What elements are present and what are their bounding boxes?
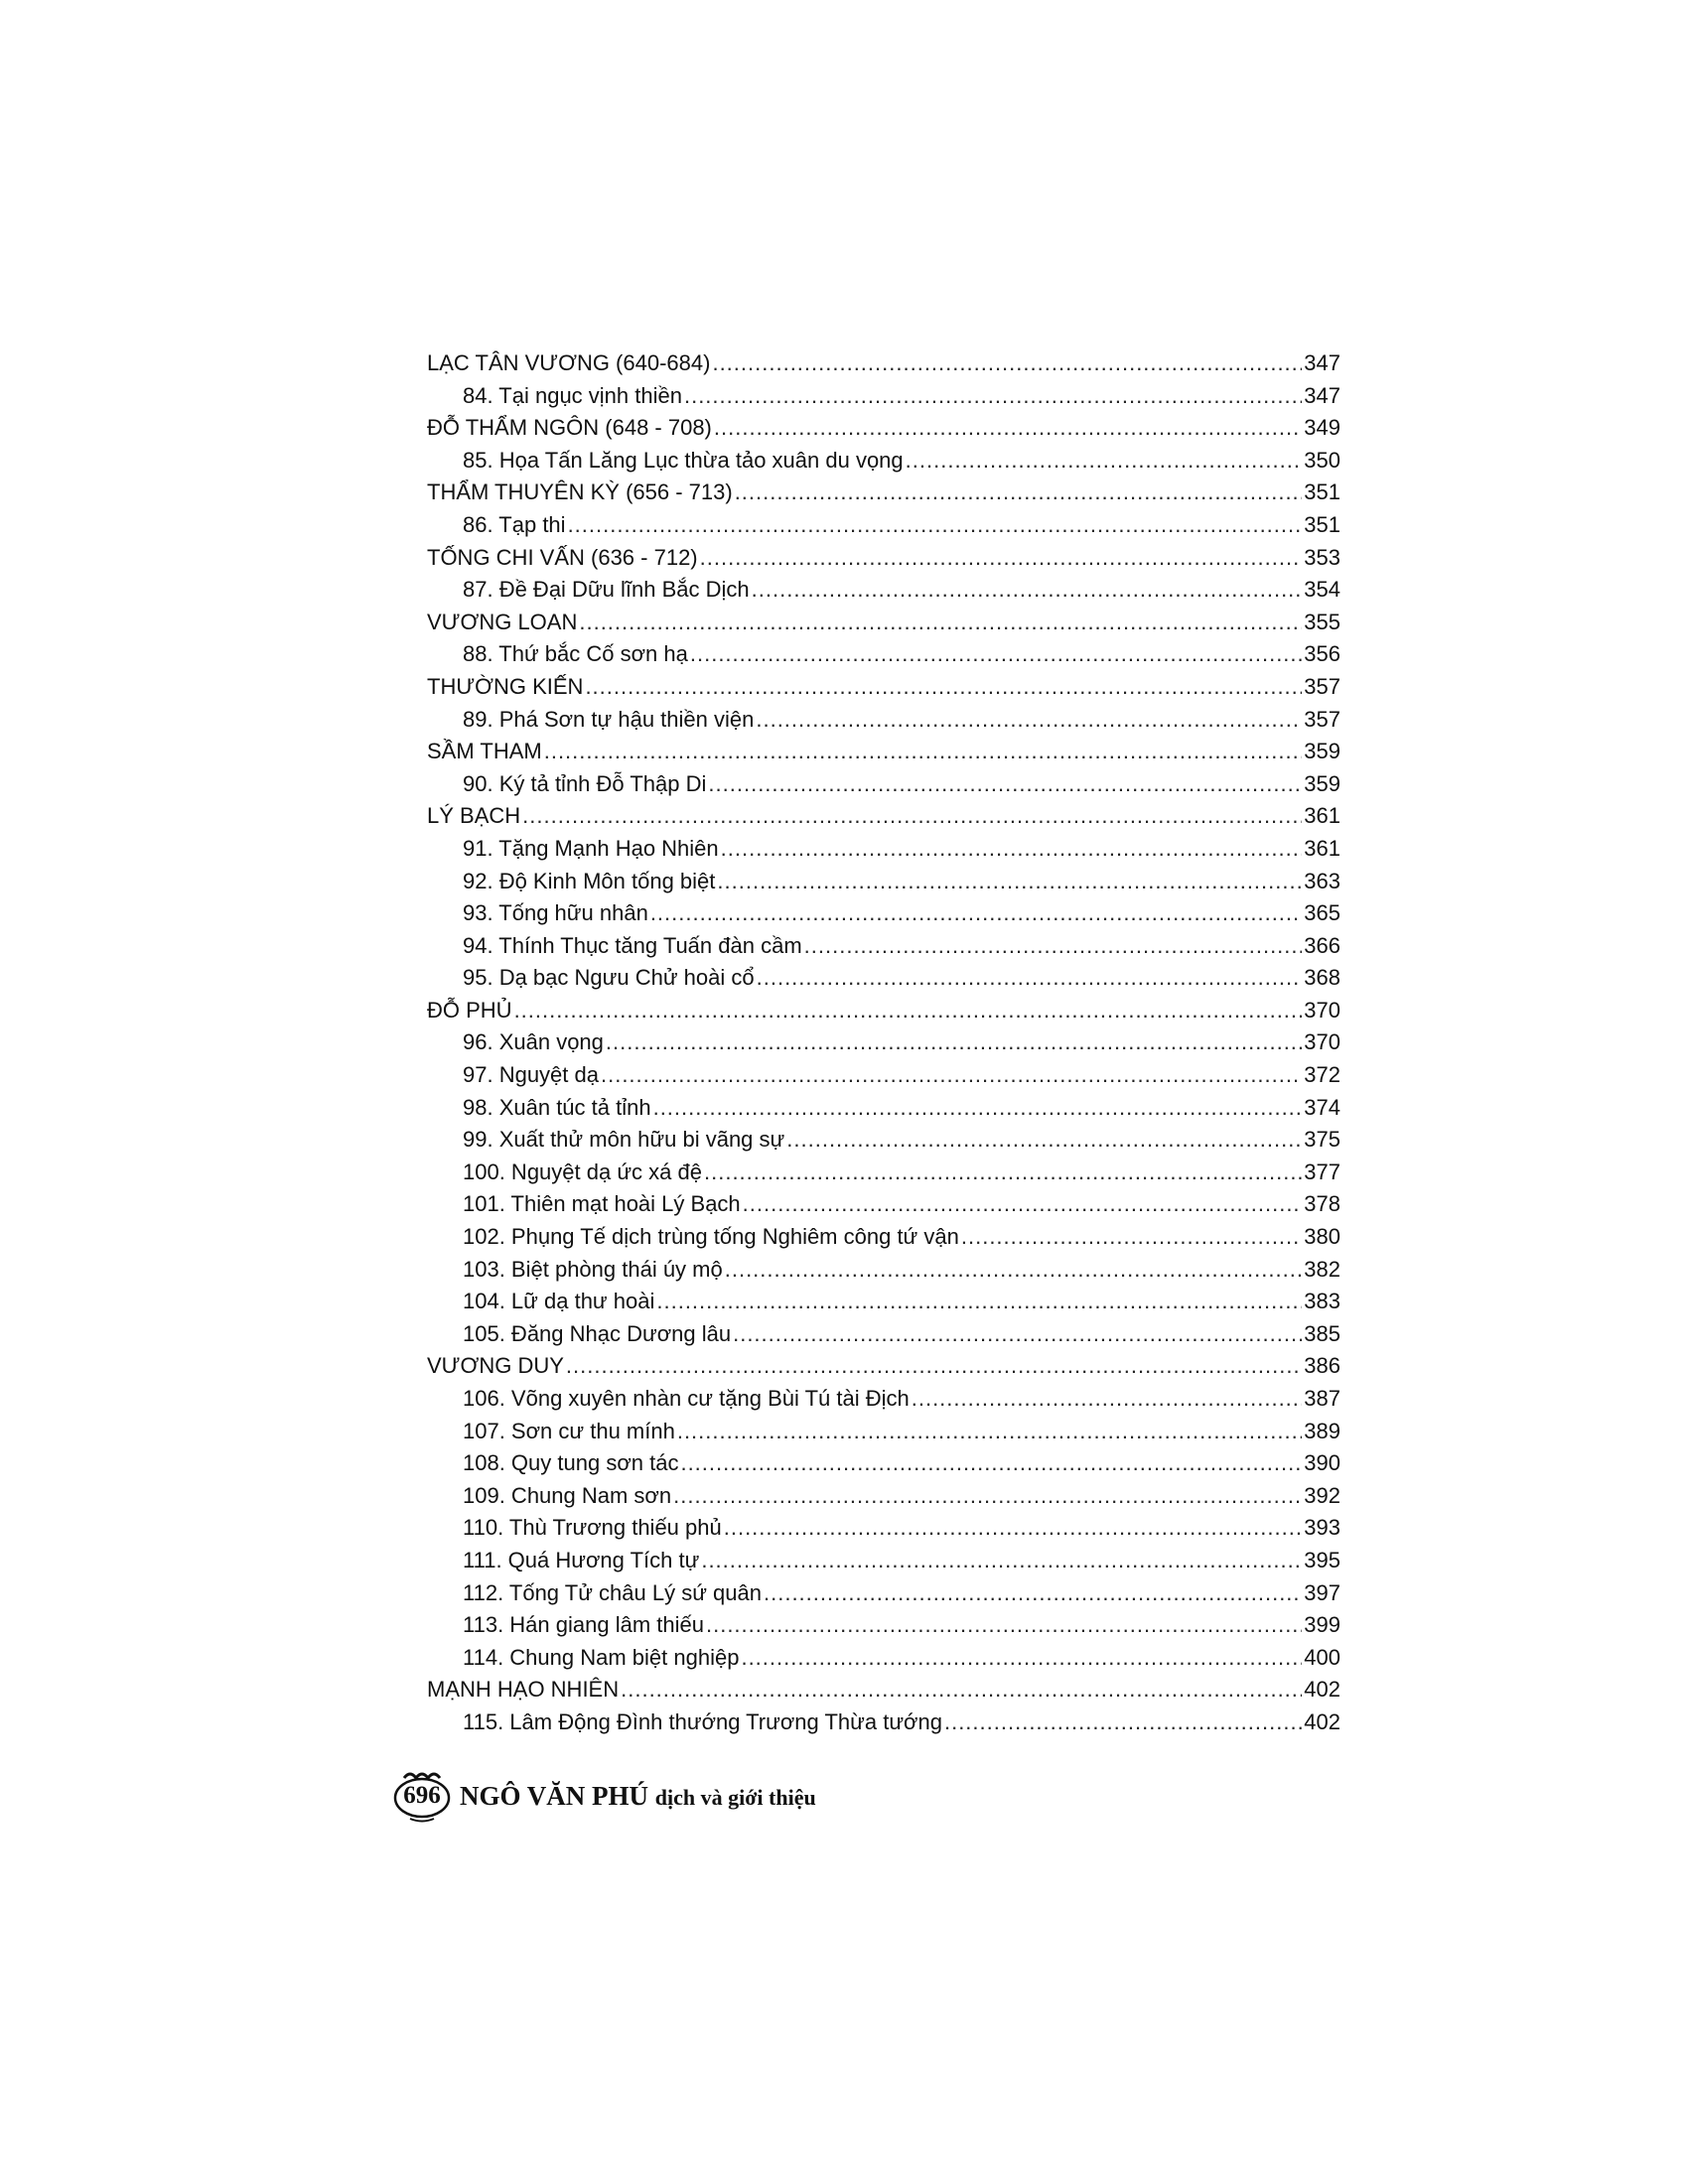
toc-author-entry — [427, 477, 1340, 509]
toc-dot-leader — [601, 1059, 1302, 1092]
toc-entry-page: 370 — [1304, 997, 1340, 1023]
toc-dot-leader — [690, 638, 1302, 671]
toc-entry-page: 397 — [1304, 1579, 1340, 1605]
toc-poem-entry — [427, 1059, 1340, 1092]
toc-author-entry — [427, 412, 1340, 445]
toc-entry-page: 389 — [1304, 1418, 1340, 1443]
toc-poem-entry — [427, 866, 1340, 898]
page-footer — [390, 1769, 816, 1823]
toc-dot-leader — [704, 1157, 1302, 1189]
toc-author-entry — [427, 800, 1340, 833]
toc-dot-leader — [756, 704, 1302, 737]
toc-entry-title: 104. Lữ dạ thư hoài — [463, 1289, 655, 1314]
toc-entry-page: 383 — [1304, 1289, 1340, 1314]
toc-poem-entry — [427, 1092, 1340, 1125]
toc-poem-entry — [427, 509, 1340, 542]
toc-dot-leader — [653, 1092, 1303, 1125]
toc-dot-leader — [733, 1318, 1302, 1351]
toc-dot-leader — [786, 1124, 1302, 1157]
toc-entry-title: ĐỖ PHỦ — [427, 997, 512, 1023]
toc-entry-page: 368 — [1304, 965, 1340, 991]
toc-entry-title: 107. Sơn cư thu mính — [463, 1418, 675, 1443]
toc-entry-title: 90. Ký tả tỉnh Đỗ Thập Di — [463, 770, 707, 796]
toc-entry-page: 378 — [1304, 1191, 1340, 1217]
toc-poem-entry — [427, 638, 1340, 671]
page-number-badge — [390, 1769, 454, 1823]
toc-poem-entry — [427, 1026, 1340, 1059]
toc-entry-page: 385 — [1304, 1320, 1340, 1346]
toc-poem-entry — [427, 1221, 1340, 1254]
toc-poem-entry — [427, 380, 1340, 413]
toc-dot-leader — [708, 768, 1302, 801]
toc-dot-leader — [741, 1642, 1302, 1675]
toc-poem-entry — [427, 1609, 1340, 1642]
toc-entry-title: THẨM THUYÊN KỲ (656 - 713) — [427, 479, 733, 505]
toc-entry-page: 353 — [1304, 544, 1340, 570]
toc-entry-page: 357 — [1304, 706, 1340, 732]
toc-entry-title: 94. Thính Thục tăng Tuấn đàn cầm — [463, 932, 802, 958]
toc-poem-entry — [427, 1706, 1340, 1739]
toc-poem-entry — [427, 704, 1340, 737]
toc-entry-page: 354 — [1304, 577, 1340, 603]
toc-dot-leader — [522, 800, 1302, 833]
toc-entry-page: 399 — [1304, 1612, 1340, 1638]
toc-dot-leader — [725, 1254, 1303, 1287]
toc-entry-page: 370 — [1304, 1029, 1340, 1055]
toc-entry-page: 374 — [1304, 1094, 1340, 1120]
toc-entry-title: 114. Chung Nam biệt nghiệp — [463, 1644, 740, 1670]
toc-author-entry — [427, 736, 1340, 768]
toc-entry-page: 363 — [1304, 868, 1340, 893]
toc-dot-leader — [752, 574, 1303, 607]
toc-dot-leader — [906, 445, 1303, 478]
toc-entry-page: 387 — [1304, 1386, 1340, 1411]
toc-entry-title: 112. Tống Tử châu Lý sứ quân — [463, 1579, 762, 1605]
toc-entry-title: 86. Tạp thi — [463, 511, 566, 537]
toc-dot-leader — [514, 995, 1303, 1027]
toc-entry-title: 105. Đăng Nhạc Dương lâu — [463, 1320, 732, 1346]
toc-author-entry — [427, 1674, 1340, 1706]
toc-entry-title: 91. Tặng Mạnh Hạo Nhiên — [463, 835, 719, 861]
toc-poem-entry — [427, 1124, 1340, 1157]
toc-entry-title: 113. Hán giang lâm thiếu — [463, 1612, 704, 1638]
toc-entry-title: 99. Xuất thử môn hữu bi vãng sự — [463, 1127, 785, 1153]
toc-entry-page: 356 — [1304, 641, 1340, 667]
toc-entry-page: 400 — [1304, 1644, 1340, 1670]
toc-poem-entry — [427, 1447, 1340, 1480]
toc-poem-entry — [427, 1642, 1340, 1675]
toc-entry-title: THƯỜNG KIẾN — [427, 673, 584, 699]
toc-dot-leader — [735, 477, 1303, 509]
toc-poem-entry — [427, 768, 1340, 801]
toc-entry-page: 359 — [1304, 739, 1340, 764]
toc-poem-entry — [427, 1157, 1340, 1189]
toc-dot-leader — [568, 509, 1303, 542]
toc-author-entry — [427, 542, 1340, 575]
toc-entry-page: 392 — [1304, 1482, 1340, 1508]
toc-entry-title: LẠC TÂN VƯƠNG (640-684) — [427, 350, 711, 375]
toc-dot-leader — [700, 542, 1303, 575]
toc-entry-title: 97. Nguyệt dạ — [463, 1062, 599, 1088]
toc-entry-page: 380 — [1304, 1224, 1340, 1250]
toc-poem-entry — [427, 1318, 1340, 1351]
toc-entry-page: 377 — [1304, 1159, 1340, 1184]
toc-entry-page: 359 — [1304, 770, 1340, 796]
footer-author: NGÔ VĂN PHÚ — [460, 1780, 649, 1811]
toc-poem-entry — [427, 833, 1340, 866]
toc-entry-title: 102. Phụng Tế dịch trùng tống Nghiêm công tứ vận — [463, 1224, 959, 1250]
toc-entry-title: 110. Thù Trương thiếu phủ — [463, 1515, 722, 1541]
toc-entry-title: 87. Đề Đại Dữu lĩnh Bắc Dịch — [463, 577, 750, 603]
toc-dot-leader — [804, 930, 1303, 963]
toc-entry-page: 355 — [1304, 609, 1340, 634]
toc-dot-leader — [650, 897, 1302, 930]
toc-entry-title: 88. Thứ bắc Cố sơn hạ — [463, 641, 688, 667]
table-of-contents — [427, 347, 1340, 1739]
toc-dot-leader — [757, 962, 1303, 995]
toc-dot-leader — [944, 1706, 1302, 1739]
page-number: 696 — [403, 1782, 441, 1809]
toc-dot-leader — [673, 1480, 1302, 1513]
toc-entry-title: VƯƠNG DUY — [427, 1353, 564, 1379]
toc-entry-title: 95. Dạ bạc Ngưu Chử hoài cổ — [463, 965, 755, 991]
toc-author-entry — [427, 347, 1340, 380]
toc-entry-title: 98. Xuân túc tả tỉnh — [463, 1094, 651, 1120]
toc-dot-leader — [743, 1188, 1303, 1221]
toc-dot-leader — [684, 380, 1302, 413]
toc-entry-page: 390 — [1304, 1450, 1340, 1476]
toc-poem-entry — [427, 930, 1340, 963]
toc-entry-page: 372 — [1304, 1062, 1340, 1088]
toc-entry-title: 109. Chung Nam sơn — [463, 1482, 672, 1508]
toc-poem-entry — [427, 445, 1340, 478]
toc-entry-page: 361 — [1304, 803, 1340, 829]
toc-dot-leader — [544, 736, 1303, 768]
toc-poem-entry — [427, 1254, 1340, 1287]
toc-dot-leader — [677, 1416, 1302, 1448]
toc-dot-leader — [764, 1577, 1302, 1610]
toc-entry-title: 103. Biệt phòng thái úy mộ — [463, 1256, 723, 1282]
toc-entry-title: SẦM THAM — [427, 739, 542, 764]
toc-dot-leader — [712, 347, 1302, 380]
toc-entry-page: 347 — [1304, 382, 1340, 408]
toc-dot-leader — [717, 866, 1302, 898]
toc-entry-title: 85. Họa Tấn Lăng Lục thừa tảo xuân du vọng — [463, 447, 904, 473]
toc-entry-title: 101. Thiên mạt hoài Lý Bạch — [463, 1191, 741, 1217]
toc-entry-title: 106. Võng xuyên nhàn cư tặng Bùi Tú tài Địch — [463, 1386, 910, 1411]
toc-poem-entry — [427, 1416, 1340, 1448]
toc-entry-page: 365 — [1304, 900, 1340, 926]
toc-author-entry — [427, 671, 1340, 704]
toc-entry-page: 366 — [1304, 932, 1340, 958]
toc-poem-entry — [427, 1545, 1340, 1577]
toc-entry-title: 84. Tại ngục vịnh thiền — [463, 382, 682, 408]
toc-dot-leader — [706, 1609, 1302, 1642]
toc-author-entry — [427, 607, 1340, 639]
toc-poem-entry — [427, 1480, 1340, 1513]
toc-dot-leader — [701, 1545, 1302, 1577]
toc-dot-leader — [724, 1512, 1303, 1545]
toc-dot-leader — [680, 1447, 1302, 1480]
toc-entry-title: 108. Quy tung sơn tác — [463, 1450, 679, 1476]
toc-entry-page: 347 — [1304, 350, 1340, 375]
toc-poem-entry — [427, 897, 1340, 930]
toc-dot-leader — [656, 1286, 1302, 1318]
toc-entry-page: 395 — [1304, 1547, 1340, 1572]
toc-entry-title: TỐNG CHI VẤN (636 - 712) — [427, 544, 698, 570]
toc-poem-entry — [427, 1383, 1340, 1416]
toc-dot-leader — [961, 1221, 1302, 1254]
toc-entry-title: 111. Quá Hương Tích tự — [463, 1547, 700, 1572]
toc-poem-entry — [427, 962, 1340, 995]
toc-poem-entry — [427, 574, 1340, 607]
toc-entry-title: 115. Lâm Động Đình thướng Trương Thừa tướng — [463, 1708, 942, 1734]
toc-entry-title: 93. Tống hữu nhân — [463, 900, 648, 926]
toc-entry-page: 351 — [1304, 511, 1340, 537]
toc-entry-page: 402 — [1304, 1708, 1340, 1734]
toc-entry-title: 89. Phá Sơn tự hậu thiền viện — [463, 706, 755, 732]
footer-credit — [460, 1781, 816, 1812]
toc-dot-leader — [621, 1674, 1302, 1706]
toc-poem-entry — [427, 1512, 1340, 1545]
toc-entry-title: 100. Nguyệt dạ ức xá đệ — [463, 1159, 702, 1184]
toc-entry-title: VƯƠNG LOAN — [427, 609, 578, 634]
toc-dot-leader — [714, 412, 1302, 445]
toc-entry-title: LÝ BẠCH — [427, 803, 521, 829]
toc-entry-page: 393 — [1304, 1515, 1340, 1541]
toc-dot-leader — [579, 607, 1302, 639]
toc-poem-entry — [427, 1577, 1340, 1610]
toc-dot-leader — [606, 1026, 1302, 1059]
toc-entry-page: 351 — [1304, 479, 1340, 505]
toc-entry-title: ĐỖ THẨM NGÔN (648 - 708) — [427, 415, 712, 441]
toc-entry-page: 349 — [1304, 415, 1340, 441]
toc-entry-title: 92. Độ Kinh Môn tống biệt — [463, 868, 716, 893]
toc-entry-page: 350 — [1304, 447, 1340, 473]
toc-entry-page: 402 — [1304, 1677, 1340, 1703]
toc-entry-page: 382 — [1304, 1256, 1340, 1282]
toc-dot-leader — [566, 1350, 1302, 1383]
toc-entry-page: 386 — [1304, 1353, 1340, 1379]
toc-author-entry — [427, 1350, 1340, 1383]
toc-poem-entry — [427, 1188, 1340, 1221]
toc-dot-leader — [585, 671, 1302, 704]
toc-entry-page: 375 — [1304, 1127, 1340, 1153]
toc-poem-entry — [427, 1286, 1340, 1318]
toc-dot-leader — [912, 1383, 1303, 1416]
toc-entry-page: 361 — [1304, 835, 1340, 861]
footer-credit-text: dịch và giới thiệu — [654, 1784, 816, 1810]
toc-entry-page: 357 — [1304, 673, 1340, 699]
toc-entry-title: 96. Xuân vọng — [463, 1029, 604, 1055]
toc-dot-leader — [721, 833, 1303, 866]
toc-author-entry — [427, 995, 1340, 1027]
toc-entry-title: MẠNH HẠO NHIÊN — [427, 1677, 620, 1703]
